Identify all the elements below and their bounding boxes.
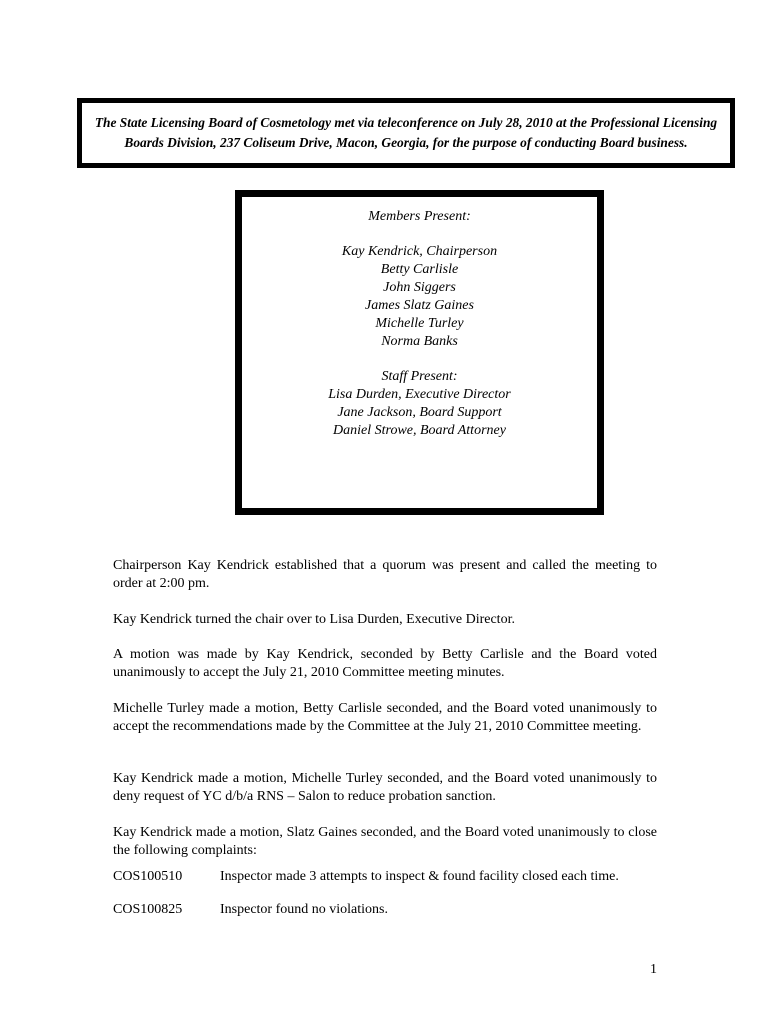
member-name: Norma Banks	[381, 334, 458, 349]
paragraph-complaints-motion: Kay Kendrick made a motion, Slatz Gaines seconded, and the Board voted unanimously to close the following complaints:	[113, 825, 657, 858]
members-list	[242, 243, 597, 351]
member-name: Betty Carlisle	[380, 262, 459, 277]
attendance-box	[235, 190, 604, 515]
member-name: John Siggers	[383, 280, 456, 295]
paragraph-minutes-motion: A motion was made by Kay Kendrick, seconded by Betty Carlisle and the Board voted unanimously to accept the July 21, 2010 Committee meeting minutes.	[113, 647, 657, 680]
complaint-row	[113, 901, 673, 919]
paragraph-recommendations-motion: Michelle Turley made a motion, Betty Carlisle seconded, and the Board voted unanimously to accept the recommendations made by the Committee at the July 21, 2010 Committee meeting.	[113, 701, 657, 734]
paragraph-quorum: Chairperson Kay Kendrick established that a quorum was present and called the meeting to order at 2:00 pm.	[113, 558, 657, 591]
complaint-row	[113, 868, 673, 886]
member-name: Michelle Turley	[375, 316, 464, 331]
complaint-id: COS100825	[113, 902, 183, 917]
complaint-description: Inspector found no violations.	[220, 902, 388, 917]
staff-name: Daniel Strowe, Board Attorney	[333, 423, 506, 438]
staff-present-heading: Staff Present:	[381, 369, 458, 384]
member-name: Kay Kendrick, Chairperson	[341, 244, 498, 259]
meeting-header-text: The State Licensing Board of Cosmetology met via teleconference on July 28, 2010 at the Professional Licensing Boards Division, 237 Coliseum Drive, Macon, Georgia, for the purpose of conducting Board business.	[94, 115, 718, 150]
complaint-id: COS100510	[113, 869, 183, 884]
page-number: 1	[650, 962, 657, 977]
meeting-header-box	[77, 98, 735, 168]
paragraph-chair-handover: Kay Kendrick turned the chair over to Lisa Durden, Executive Director.	[113, 612, 515, 627]
members-present-heading: Members Present:	[368, 209, 471, 224]
complaint-description: Inspector made 3 attempts to inspect & found facility closed each time.	[220, 869, 619, 884]
staff-list	[242, 386, 597, 440]
paragraph-probation-motion: Kay Kendrick made a motion, Michelle Turley seconded, and the Board voted unanimously to deny request of YC d/b/a RNS – Salon to reduce probation sanction.	[113, 771, 657, 804]
member-name: James Slatz Gaines	[365, 298, 474, 313]
staff-name: Lisa Durden, Executive Director	[328, 387, 511, 402]
staff-name: Jane Jackson, Board Support	[337, 405, 502, 420]
